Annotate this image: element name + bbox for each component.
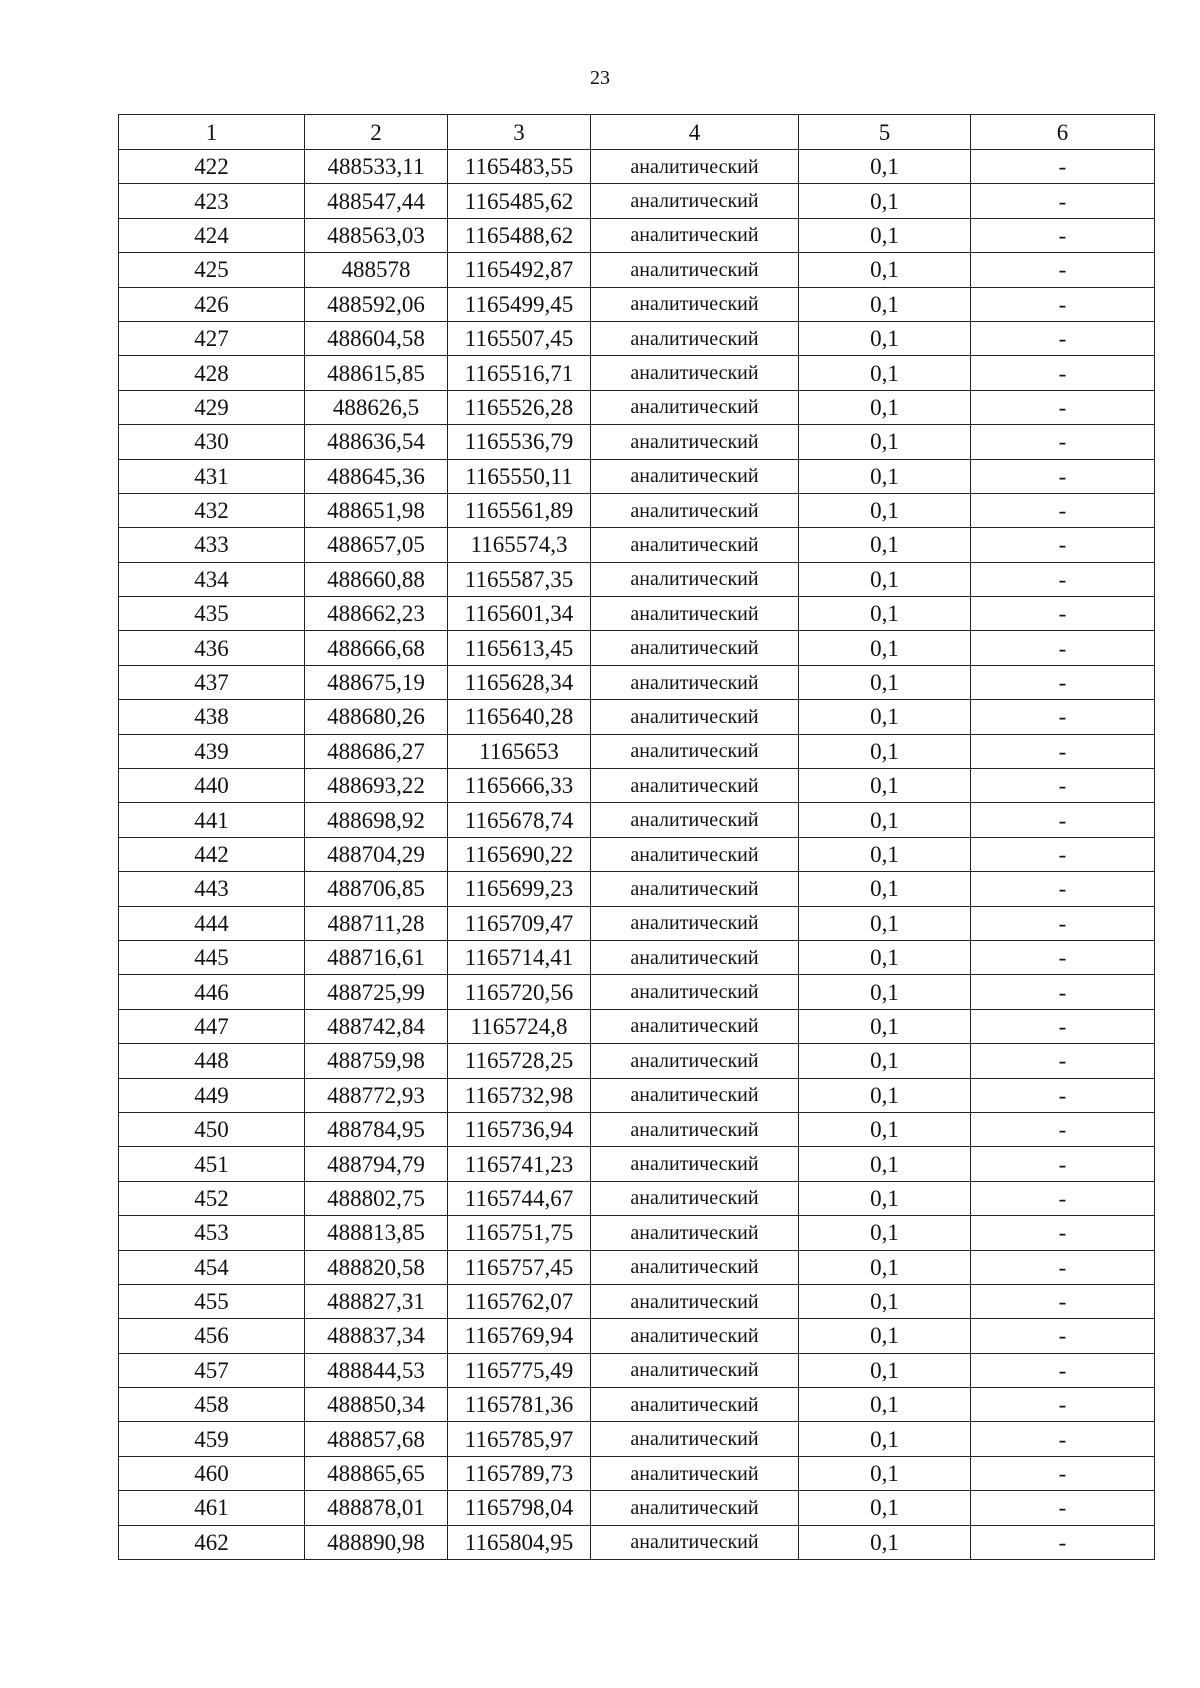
y-coordinate-cell: 1165798,04 xyxy=(448,1491,591,1525)
note-cell: - xyxy=(971,184,1155,218)
method-cell: аналитический xyxy=(591,425,799,459)
y-coordinate-cell: 1165536,79 xyxy=(448,425,591,459)
note-cell: - xyxy=(971,562,1155,596)
method-cell: аналитический xyxy=(591,940,799,974)
x-coordinate-cell: 488820,58 xyxy=(305,1250,448,1284)
x-coordinate-cell: 488802,75 xyxy=(305,1181,448,1215)
point-number-cell: 438 xyxy=(119,700,305,734)
note-cell: - xyxy=(971,1044,1155,1078)
table-row xyxy=(119,1353,1155,1387)
accuracy-cell: 0,1 xyxy=(799,803,971,837)
point-number-cell: 428 xyxy=(119,356,305,390)
y-coordinate-cell: 1165628,34 xyxy=(448,665,591,699)
accuracy-cell: 0,1 xyxy=(799,1319,971,1353)
x-coordinate-cell: 488794,79 xyxy=(305,1147,448,1181)
table-row xyxy=(119,1181,1155,1215)
x-coordinate-cell: 488725,99 xyxy=(305,975,448,1009)
method-cell: аналитический xyxy=(591,1353,799,1387)
x-coordinate-cell: 488704,29 xyxy=(305,837,448,871)
accuracy-cell: 0,1 xyxy=(799,253,971,287)
note-cell: - xyxy=(971,837,1155,871)
point-number-cell: 437 xyxy=(119,665,305,699)
accuracy-cell: 0,1 xyxy=(799,562,971,596)
y-coordinate-cell: 1165574,3 xyxy=(448,528,591,562)
point-number-cell: 444 xyxy=(119,906,305,940)
method-cell: аналитический xyxy=(591,1216,799,1250)
table-row xyxy=(119,390,1155,424)
note-cell: - xyxy=(971,1319,1155,1353)
point-number-cell: 423 xyxy=(119,184,305,218)
y-coordinate-cell: 1165483,55 xyxy=(448,150,591,184)
point-number-cell: 432 xyxy=(119,493,305,527)
y-coordinate-cell: 1165757,45 xyxy=(448,1250,591,1284)
accuracy-cell: 0,1 xyxy=(799,184,971,218)
note-cell: - xyxy=(971,1353,1155,1387)
note-cell: - xyxy=(971,940,1155,974)
x-coordinate-cell: 488759,98 xyxy=(305,1044,448,1078)
point-number-cell: 452 xyxy=(119,1181,305,1215)
table-row xyxy=(119,940,1155,974)
point-number-cell: 460 xyxy=(119,1456,305,1490)
method-cell: аналитический xyxy=(591,1525,799,1559)
point-number-cell: 433 xyxy=(119,528,305,562)
point-number-cell: 426 xyxy=(119,287,305,321)
x-coordinate-cell: 488563,03 xyxy=(305,218,448,252)
y-coordinate-cell: 1165751,75 xyxy=(448,1216,591,1250)
point-number-cell: 450 xyxy=(119,1112,305,1146)
note-cell: - xyxy=(971,253,1155,287)
method-cell: аналитический xyxy=(591,769,799,803)
note-cell: - xyxy=(971,1388,1155,1422)
table-row xyxy=(119,184,1155,218)
note-cell: - xyxy=(971,975,1155,1009)
note-cell: - xyxy=(971,150,1155,184)
x-coordinate-cell: 488850,34 xyxy=(305,1388,448,1422)
point-number-cell: 461 xyxy=(119,1491,305,1525)
point-number-cell: 457 xyxy=(119,1353,305,1387)
point-number-cell: 445 xyxy=(119,940,305,974)
accuracy-cell: 0,1 xyxy=(799,493,971,527)
accuracy-cell: 0,1 xyxy=(799,1284,971,1318)
y-coordinate-cell: 1165666,33 xyxy=(448,769,591,803)
method-cell: аналитический xyxy=(591,1250,799,1284)
y-coordinate-cell: 1165526,28 xyxy=(448,390,591,424)
note-cell: - xyxy=(971,493,1155,527)
x-coordinate-cell: 488813,85 xyxy=(305,1216,448,1250)
note-cell: - xyxy=(971,872,1155,906)
method-cell: аналитический xyxy=(591,803,799,837)
accuracy-cell: 0,1 xyxy=(799,528,971,562)
accuracy-cell: 0,1 xyxy=(799,837,971,871)
y-coordinate-cell: 1165724,8 xyxy=(448,1009,591,1043)
note-cell: - xyxy=(971,734,1155,768)
method-cell: аналитический xyxy=(591,184,799,218)
y-coordinate-cell: 1165516,71 xyxy=(448,356,591,390)
note-cell: - xyxy=(971,803,1155,837)
note-cell: - xyxy=(971,1112,1155,1146)
y-coordinate-cell: 1165690,22 xyxy=(448,837,591,871)
note-cell: - xyxy=(971,1009,1155,1043)
y-coordinate-cell: 1165720,56 xyxy=(448,975,591,1009)
accuracy-cell: 0,1 xyxy=(799,1353,971,1387)
point-number-cell: 429 xyxy=(119,390,305,424)
x-coordinate-cell: 488698,92 xyxy=(305,803,448,837)
x-coordinate-cell: 488592,06 xyxy=(305,287,448,321)
accuracy-cell: 0,1 xyxy=(799,1112,971,1146)
accuracy-cell: 0,1 xyxy=(799,1422,971,1456)
point-number-cell: 458 xyxy=(119,1388,305,1422)
point-number-cell: 425 xyxy=(119,253,305,287)
column-header-2: 2 xyxy=(305,115,448,150)
accuracy-cell: 0,1 xyxy=(799,1491,971,1525)
note-cell: - xyxy=(971,321,1155,355)
note-cell: - xyxy=(971,1491,1155,1525)
x-coordinate-cell: 488890,98 xyxy=(305,1525,448,1559)
accuracy-cell: 0,1 xyxy=(799,872,971,906)
point-number-cell: 447 xyxy=(119,1009,305,1043)
point-number-cell: 446 xyxy=(119,975,305,1009)
method-cell: аналитический xyxy=(591,287,799,321)
x-coordinate-cell: 488626,5 xyxy=(305,390,448,424)
method-cell: аналитический xyxy=(591,150,799,184)
accuracy-cell: 0,1 xyxy=(799,975,971,1009)
accuracy-cell: 0,1 xyxy=(799,700,971,734)
method-cell: аналитический xyxy=(591,1284,799,1318)
x-coordinate-cell: 488578 xyxy=(305,253,448,287)
x-coordinate-cell: 488716,61 xyxy=(305,940,448,974)
x-coordinate-cell: 488660,88 xyxy=(305,562,448,596)
method-cell: аналитический xyxy=(591,1388,799,1422)
accuracy-cell: 0,1 xyxy=(799,1250,971,1284)
point-number-cell: 443 xyxy=(119,872,305,906)
method-cell: аналитический xyxy=(591,665,799,699)
point-number-cell: 448 xyxy=(119,1044,305,1078)
accuracy-cell: 0,1 xyxy=(799,356,971,390)
y-coordinate-cell: 1165775,49 xyxy=(448,1353,591,1387)
table-row xyxy=(119,1388,1155,1422)
x-coordinate-cell: 488837,34 xyxy=(305,1319,448,1353)
table-row xyxy=(119,253,1155,287)
method-cell: аналитический xyxy=(591,1147,799,1181)
note-cell: - xyxy=(971,1216,1155,1250)
y-coordinate-cell: 1165762,07 xyxy=(448,1284,591,1318)
table-row xyxy=(119,1147,1155,1181)
table-row xyxy=(119,872,1155,906)
method-cell: аналитический xyxy=(591,1491,799,1525)
x-coordinate-cell: 488645,36 xyxy=(305,459,448,493)
accuracy-cell: 0,1 xyxy=(799,1456,971,1490)
point-number-cell: 435 xyxy=(119,597,305,631)
method-cell: аналитический xyxy=(591,906,799,940)
table-row xyxy=(119,700,1155,734)
point-number-cell: 454 xyxy=(119,1250,305,1284)
x-coordinate-cell: 488693,22 xyxy=(305,769,448,803)
point-number-cell: 455 xyxy=(119,1284,305,1318)
y-coordinate-cell: 1165709,47 xyxy=(448,906,591,940)
note-cell: - xyxy=(971,425,1155,459)
column-header-1: 1 xyxy=(119,115,305,150)
x-coordinate-cell: 488784,95 xyxy=(305,1112,448,1146)
y-coordinate-cell: 1165728,25 xyxy=(448,1044,591,1078)
note-cell: - xyxy=(971,1284,1155,1318)
accuracy-cell: 0,1 xyxy=(799,597,971,631)
x-coordinate-cell: 488615,85 xyxy=(305,356,448,390)
x-coordinate-cell: 488657,05 xyxy=(305,528,448,562)
note-cell: - xyxy=(971,1181,1155,1215)
table-row xyxy=(119,356,1155,390)
y-coordinate-cell: 1165769,94 xyxy=(448,1319,591,1353)
point-number-cell: 434 xyxy=(119,562,305,596)
point-number-cell: 456 xyxy=(119,1319,305,1353)
accuracy-cell: 0,1 xyxy=(799,1525,971,1559)
y-coordinate-cell: 1165781,36 xyxy=(448,1388,591,1422)
method-cell: аналитический xyxy=(591,631,799,665)
column-header-5: 5 xyxy=(799,115,971,150)
table-row xyxy=(119,906,1155,940)
accuracy-cell: 0,1 xyxy=(799,906,971,940)
method-cell: аналитический xyxy=(591,597,799,631)
note-cell: - xyxy=(971,459,1155,493)
method-cell: аналитический xyxy=(591,734,799,768)
point-number-cell: 430 xyxy=(119,425,305,459)
point-number-cell: 441 xyxy=(119,803,305,837)
accuracy-cell: 0,1 xyxy=(799,1147,971,1181)
table-row xyxy=(119,287,1155,321)
accuracy-cell: 0,1 xyxy=(799,218,971,252)
y-coordinate-cell: 1165789,73 xyxy=(448,1456,591,1490)
accuracy-cell: 0,1 xyxy=(799,150,971,184)
note-cell: - xyxy=(971,528,1155,562)
note-cell: - xyxy=(971,1422,1155,1456)
table-row xyxy=(119,1491,1155,1525)
accuracy-cell: 0,1 xyxy=(799,287,971,321)
y-coordinate-cell: 1165601,34 xyxy=(448,597,591,631)
y-coordinate-cell: 1165744,67 xyxy=(448,1181,591,1215)
note-cell: - xyxy=(971,287,1155,321)
note-cell: - xyxy=(971,1147,1155,1181)
table-row xyxy=(119,1319,1155,1353)
note-cell: - xyxy=(971,356,1155,390)
note-cell: - xyxy=(971,700,1155,734)
table-header xyxy=(119,115,1155,150)
table-row xyxy=(119,837,1155,871)
accuracy-cell: 0,1 xyxy=(799,631,971,665)
table-row xyxy=(119,665,1155,699)
x-coordinate-cell: 488666,68 xyxy=(305,631,448,665)
table-row xyxy=(119,631,1155,665)
method-cell: аналитический xyxy=(591,975,799,1009)
y-coordinate-cell: 1165550,11 xyxy=(448,459,591,493)
accuracy-cell: 0,1 xyxy=(799,1009,971,1043)
x-coordinate-cell: 488680,26 xyxy=(305,700,448,734)
method-cell: аналитический xyxy=(591,390,799,424)
method-cell: аналитический xyxy=(591,700,799,734)
point-number-cell: 449 xyxy=(119,1078,305,1112)
x-coordinate-cell: 488686,27 xyxy=(305,734,448,768)
method-cell: аналитический xyxy=(591,1044,799,1078)
x-coordinate-cell: 488865,65 xyxy=(305,1456,448,1490)
table-row xyxy=(119,1422,1155,1456)
y-coordinate-cell: 1165653 xyxy=(448,734,591,768)
point-number-cell: 436 xyxy=(119,631,305,665)
table-row xyxy=(119,493,1155,527)
y-coordinate-cell: 1165492,87 xyxy=(448,253,591,287)
accuracy-cell: 0,1 xyxy=(799,769,971,803)
method-cell: аналитический xyxy=(591,218,799,252)
y-coordinate-cell: 1165741,23 xyxy=(448,1147,591,1181)
accuracy-cell: 0,1 xyxy=(799,390,971,424)
column-header-4: 4 xyxy=(591,115,799,150)
note-cell: - xyxy=(971,769,1155,803)
table-row xyxy=(119,425,1155,459)
method-cell: аналитический xyxy=(591,1078,799,1112)
x-coordinate-cell: 488651,98 xyxy=(305,493,448,527)
point-number-cell: 442 xyxy=(119,837,305,871)
note-cell: - xyxy=(971,390,1155,424)
y-coordinate-cell: 1165613,45 xyxy=(448,631,591,665)
table-row xyxy=(119,562,1155,596)
table-row xyxy=(119,975,1155,1009)
table-row xyxy=(119,459,1155,493)
accuracy-cell: 0,1 xyxy=(799,1181,971,1215)
point-number-cell: 451 xyxy=(119,1147,305,1181)
note-cell: - xyxy=(971,1456,1155,1490)
method-cell: аналитический xyxy=(591,459,799,493)
accuracy-cell: 0,1 xyxy=(799,1044,971,1078)
table-row xyxy=(119,803,1155,837)
method-cell: аналитический xyxy=(591,1319,799,1353)
table-row xyxy=(119,1044,1155,1078)
table-row xyxy=(119,1216,1155,1250)
table-row xyxy=(119,1284,1155,1318)
method-cell: аналитический xyxy=(591,321,799,355)
x-coordinate-cell: 488878,01 xyxy=(305,1491,448,1525)
accuracy-cell: 0,1 xyxy=(799,1078,971,1112)
point-number-cell: 439 xyxy=(119,734,305,768)
note-cell: - xyxy=(971,1078,1155,1112)
column-header-6: 6 xyxy=(971,115,1155,150)
x-coordinate-cell: 488547,44 xyxy=(305,184,448,218)
method-cell: аналитический xyxy=(591,1009,799,1043)
table-row xyxy=(119,1078,1155,1112)
method-cell: аналитический xyxy=(591,528,799,562)
point-number-cell: 422 xyxy=(119,150,305,184)
point-number-cell: 453 xyxy=(119,1216,305,1250)
point-number-cell: 424 xyxy=(119,218,305,252)
x-coordinate-cell: 488636,54 xyxy=(305,425,448,459)
x-coordinate-cell: 488857,68 xyxy=(305,1422,448,1456)
y-coordinate-cell: 1165785,97 xyxy=(448,1422,591,1456)
note-cell: - xyxy=(971,906,1155,940)
method-cell: аналитический xyxy=(591,493,799,527)
note-cell: - xyxy=(971,218,1155,252)
x-coordinate-cell: 488662,23 xyxy=(305,597,448,631)
x-coordinate-cell: 488604,58 xyxy=(305,321,448,355)
table-row xyxy=(119,1525,1155,1559)
y-coordinate-cell: 1165699,23 xyxy=(448,872,591,906)
table-row xyxy=(119,150,1155,184)
point-number-cell: 462 xyxy=(119,1525,305,1559)
method-cell: аналитический xyxy=(591,562,799,596)
y-coordinate-cell: 1165736,94 xyxy=(448,1112,591,1146)
table-row xyxy=(119,769,1155,803)
x-coordinate-cell: 488827,31 xyxy=(305,1284,448,1318)
method-cell: аналитический xyxy=(591,1456,799,1490)
y-coordinate-cell: 1165714,41 xyxy=(448,940,591,974)
y-coordinate-cell: 1165804,95 xyxy=(448,1525,591,1559)
table-body xyxy=(119,150,1155,1560)
column-header-3: 3 xyxy=(448,115,591,150)
table-row xyxy=(119,321,1155,355)
point-number-cell: 431 xyxy=(119,459,305,493)
note-cell: - xyxy=(971,631,1155,665)
accuracy-cell: 0,1 xyxy=(799,734,971,768)
method-cell: аналитический xyxy=(591,1422,799,1456)
table-row xyxy=(119,218,1155,252)
y-coordinate-cell: 1165640,28 xyxy=(448,700,591,734)
y-coordinate-cell: 1165561,89 xyxy=(448,493,591,527)
table-row xyxy=(119,1456,1155,1490)
point-number-cell: 440 xyxy=(119,769,305,803)
x-coordinate-cell: 488706,85 xyxy=(305,872,448,906)
y-coordinate-cell: 1165507,45 xyxy=(448,321,591,355)
table-row xyxy=(119,1112,1155,1146)
table-row xyxy=(119,1009,1155,1043)
note-cell: - xyxy=(971,665,1155,699)
y-coordinate-cell: 1165732,98 xyxy=(448,1078,591,1112)
method-cell: аналитический xyxy=(591,1181,799,1215)
accuracy-cell: 0,1 xyxy=(799,321,971,355)
accuracy-cell: 0,1 xyxy=(799,459,971,493)
method-cell: аналитический xyxy=(591,872,799,906)
accuracy-cell: 0,1 xyxy=(799,425,971,459)
method-cell: аналитический xyxy=(591,837,799,871)
accuracy-cell: 0,1 xyxy=(799,1388,971,1422)
x-coordinate-cell: 488772,93 xyxy=(305,1078,448,1112)
table-row xyxy=(119,1250,1155,1284)
accuracy-cell: 0,1 xyxy=(799,665,971,699)
y-coordinate-cell: 1165488,62 xyxy=(448,218,591,252)
accuracy-cell: 0,1 xyxy=(799,940,971,974)
coordinates-table xyxy=(118,114,1155,1560)
header-row xyxy=(119,115,1155,150)
y-coordinate-cell: 1165587,35 xyxy=(448,562,591,596)
method-cell: аналитический xyxy=(591,356,799,390)
point-number-cell: 459 xyxy=(119,1422,305,1456)
x-coordinate-cell: 488675,19 xyxy=(305,665,448,699)
page-number: 23 xyxy=(590,67,610,89)
table-row xyxy=(119,528,1155,562)
method-cell: аналитический xyxy=(591,1112,799,1146)
x-coordinate-cell: 488533,11 xyxy=(305,150,448,184)
note-cell: - xyxy=(971,1250,1155,1284)
note-cell: - xyxy=(971,1525,1155,1559)
y-coordinate-cell: 1165678,74 xyxy=(448,803,591,837)
table-row xyxy=(119,734,1155,768)
table-row xyxy=(119,597,1155,631)
y-coordinate-cell: 1165485,62 xyxy=(448,184,591,218)
method-cell: аналитический xyxy=(591,253,799,287)
x-coordinate-cell: 488844,53 xyxy=(305,1353,448,1387)
accuracy-cell: 0,1 xyxy=(799,1216,971,1250)
point-number-cell: 427 xyxy=(119,321,305,355)
x-coordinate-cell: 488742,84 xyxy=(305,1009,448,1043)
y-coordinate-cell: 1165499,45 xyxy=(448,287,591,321)
note-cell: - xyxy=(971,597,1155,631)
x-coordinate-cell: 488711,28 xyxy=(305,906,448,940)
